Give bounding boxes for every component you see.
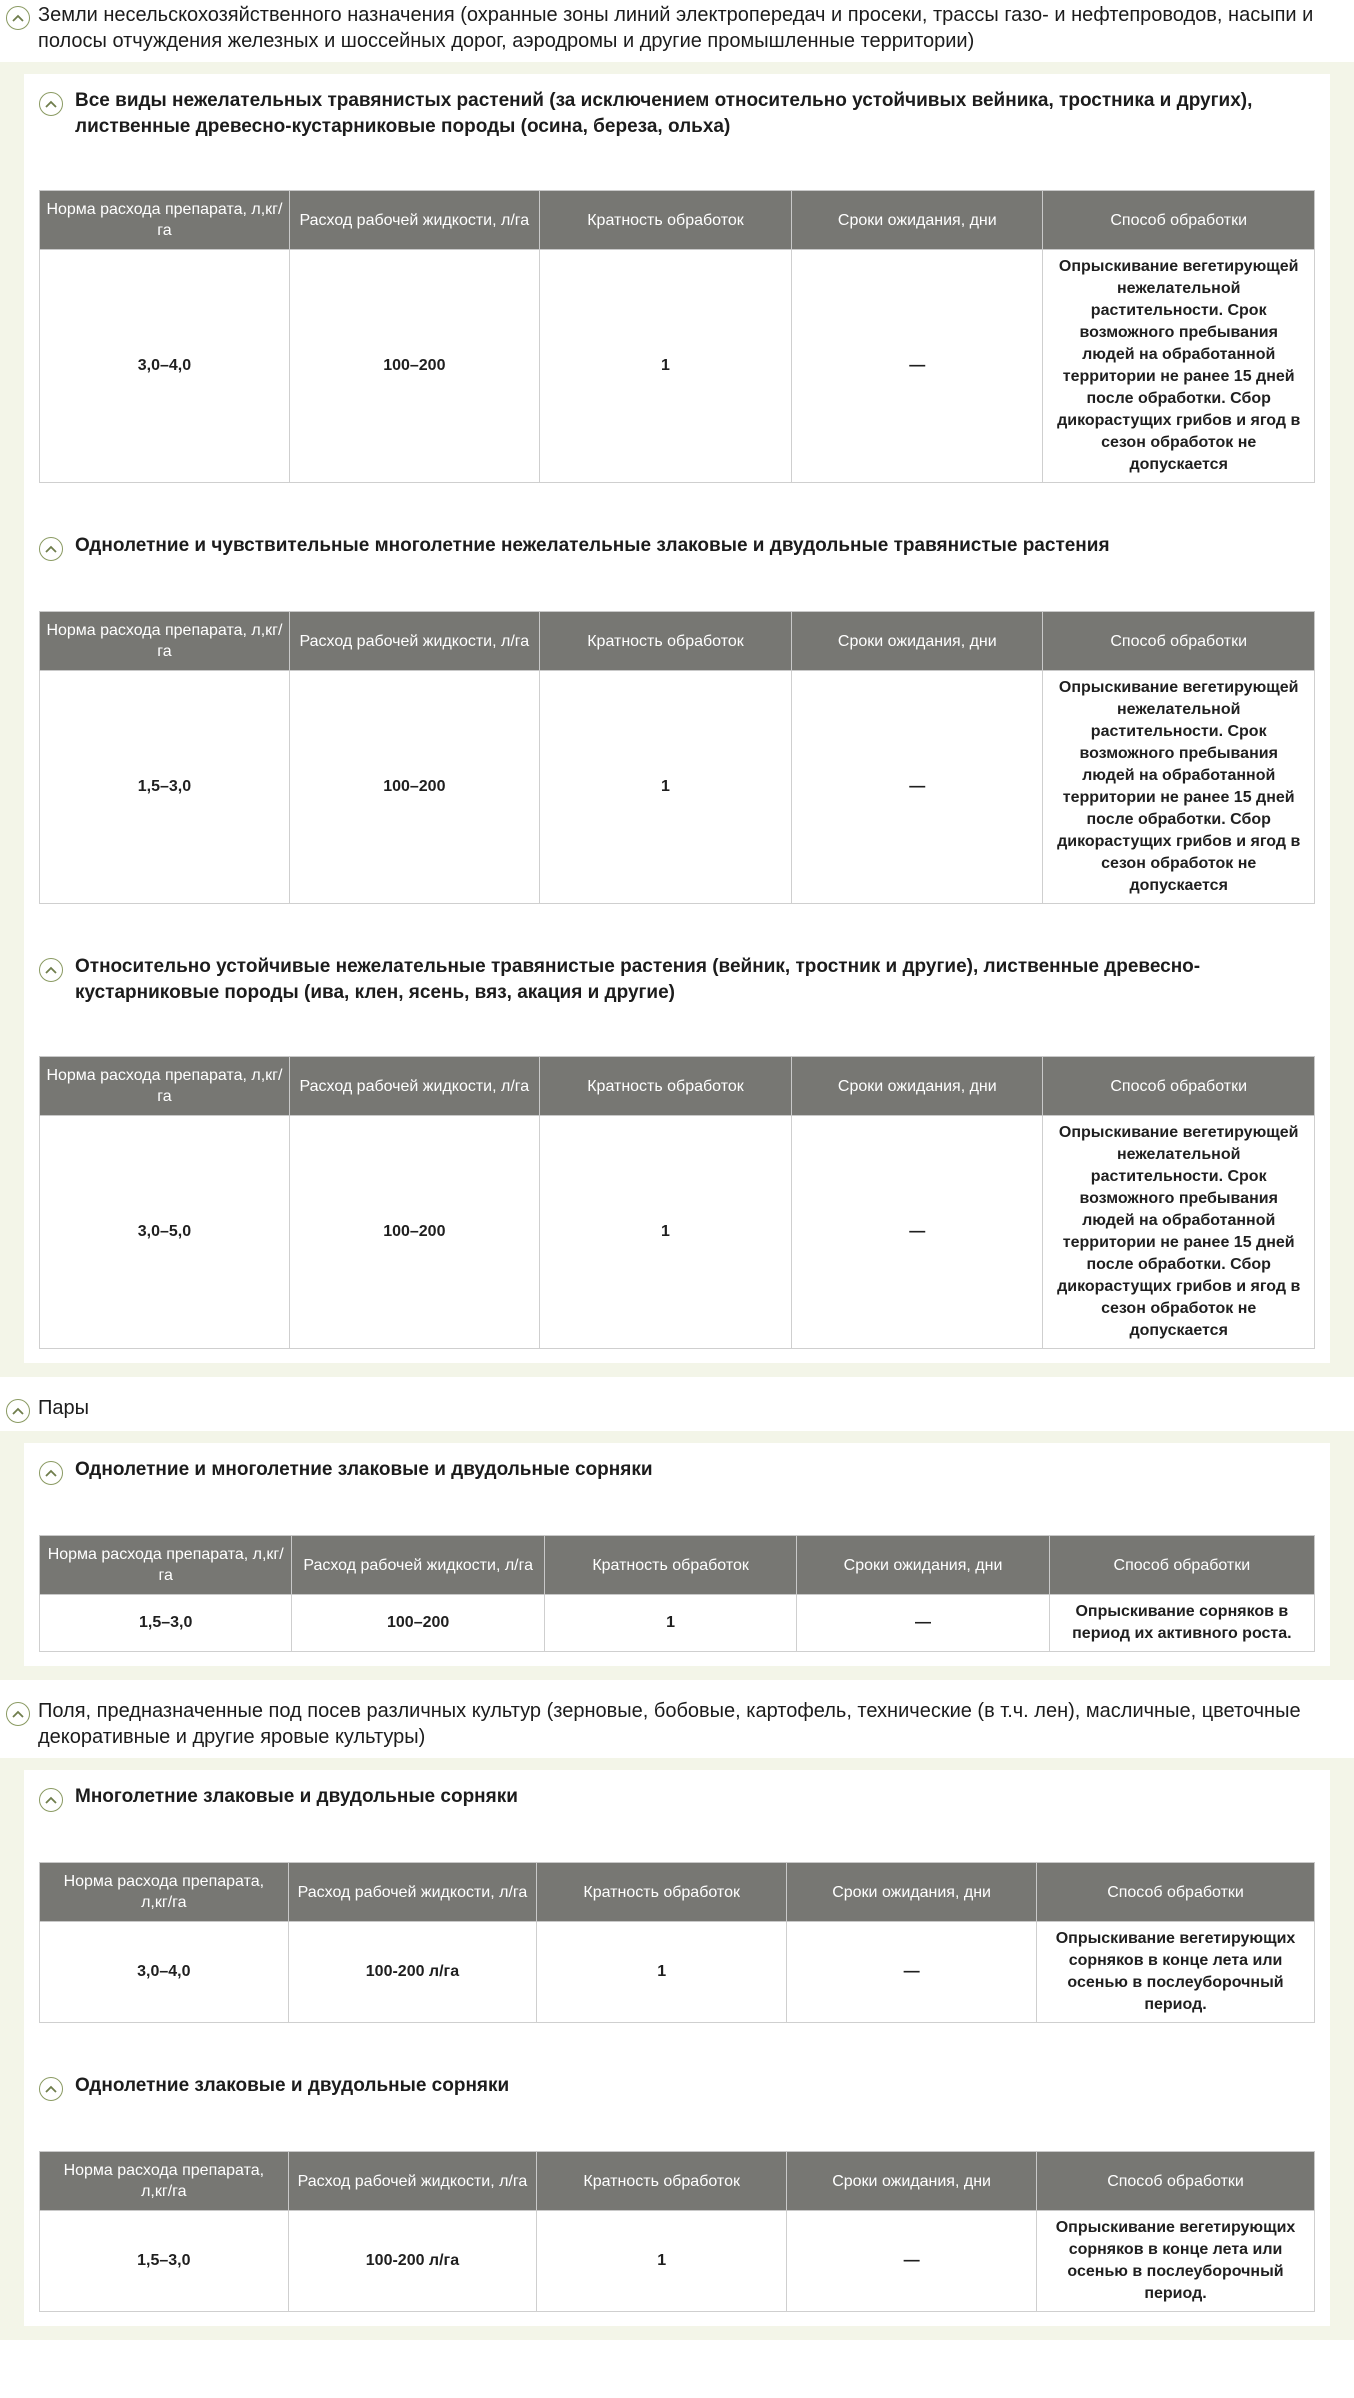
subsection-title: Однолетние и многолетние злаковые и двудольные сорняки <box>75 1459 653 1480</box>
column-header: Норма расхода препарата, л,кг/га <box>40 1863 289 1922</box>
chevron-up-icon[interactable] <box>39 2077 63 2101</box>
table-cell: 3,0–5,0 <box>40 1116 290 1349</box>
table-cell: 100–200 <box>292 1595 544 1652</box>
section-title: Пары <box>38 1397 89 1419</box>
table-cell: 1 <box>539 250 791 483</box>
subsection-container <box>24 1443 1330 1666</box>
section-panel <box>0 1431 1354 1680</box>
table-row <box>40 1922 1315 2023</box>
column-header: Сроки ожидания, дни <box>797 1536 1049 1595</box>
table-cell: — <box>797 1595 1049 1652</box>
table-cell: 3,0–4,0 <box>40 250 290 483</box>
table-cell: 1,5–3,0 <box>40 1595 292 1652</box>
section-header[interactable] <box>0 1395 1354 1423</box>
subsection-container <box>24 74 1330 1363</box>
table-row <box>40 1595 1315 1652</box>
column-header: Расход рабочей жидкости, л/га <box>289 191 539 250</box>
dosage-table <box>39 1862 1315 2023</box>
column-header: Способ обработки <box>1037 1863 1315 1922</box>
subsection-title: Относительно устойчивые нежелательные травянистые растения (вейник, тростник и другие), лиственные древесно-кустарниковые породы (ива, клен, ясень, вяз, акация и другие) <box>75 956 1201 1003</box>
table-cell: Опрыскивание сорняков в период их активного роста. <box>1049 1595 1314 1652</box>
table-cell: 1 <box>544 1595 796 1652</box>
chevron-up-icon[interactable] <box>39 1788 63 1812</box>
chevron-up-icon[interactable] <box>6 6 30 30</box>
dosage-table <box>39 2151 1315 2312</box>
table-cell: Опрыскивание вегетирующей нежелательной растительности. Срок возможного пребывания людей на обработанной территории не ранее 15 дней после обработки. Сбор дикорастущих грибов и ягод в сезон обработок не допускается <box>1043 671 1315 904</box>
section-panel <box>0 1758 1354 2340</box>
table-row <box>40 671 1315 904</box>
table-cell: 100-200 л/га <box>288 2211 537 2312</box>
chevron-up-icon[interactable] <box>6 1702 30 1726</box>
subsection-header[interactable] <box>39 2073 1315 2101</box>
table-row <box>40 2211 1315 2312</box>
table-row <box>40 1116 1315 1349</box>
table-header-row <box>40 1057 1315 1116</box>
table-header-row <box>40 1536 1315 1595</box>
chevron-up-icon[interactable] <box>39 1461 63 1485</box>
dosage-table <box>39 190 1315 483</box>
table-cell: Опрыскивание вегетирующих сорняков в конце лета или осенью в послеуборочный период. <box>1037 1922 1315 2023</box>
section-header[interactable] <box>0 1698 1354 1750</box>
table-cell: — <box>792 671 1043 904</box>
table-cell: 1,5–3,0 <box>40 2211 289 2312</box>
section-header[interactable] <box>0 2 1354 54</box>
table-row <box>40 250 1315 483</box>
column-header: Кратность обработок <box>544 1536 796 1595</box>
column-header: Кратность обработок <box>539 612 791 671</box>
column-header: Кратность обработок <box>537 2152 787 2211</box>
column-header: Норма расхода препарата, л,кг/га <box>40 2152 289 2211</box>
column-header: Норма расхода препарата, л,кг/га <box>40 1536 292 1595</box>
column-header: Расход рабочей жидкости, л/га <box>292 1536 544 1595</box>
table-cell: 100–200 <box>289 671 539 904</box>
chevron-up-icon[interactable] <box>39 92 63 116</box>
column-header: Способ обработки <box>1043 1057 1315 1116</box>
subsection-header[interactable] <box>39 1784 1315 1812</box>
table-cell: Опрыскивание вегетирующей нежелательной растительности. Срок возможного пребывания людей на обработанной территории не ранее 15 дней после обработки. Сбор дикорастущих грибов и ягод в сезон обработок не допускается <box>1043 1116 1315 1349</box>
section-title: Земли несельскохозяйственного назначения (охранные зоны линий электропередач и просеки, трассы газо- и нефтепроводов, насыпи и полосы отчуждения железных и шоссейных дорог, аэродромы и другие промышленные территории) <box>38 4 1314 52</box>
subsection-title: Все виды нежелательных травянистых растений (за исключением относительно устойчивых вейника, тростника и других), лиственные древесно-кустарниковые породы (осина, береза, ольха) <box>75 90 1253 137</box>
dosage-table <box>39 1056 1315 1349</box>
table-cell: 1 <box>537 2211 787 2312</box>
column-header: Норма расхода препарата, л,кг/га <box>40 612 290 671</box>
table-cell: 100-200 л/га <box>288 1922 537 2023</box>
table-header-row <box>40 1863 1315 1922</box>
table-cell: 1,5–3,0 <box>40 671 290 904</box>
column-header: Способ обработки <box>1043 612 1315 671</box>
column-header: Способ обработки <box>1037 2152 1315 2211</box>
column-header: Норма расхода препарата, л,кг/га <box>40 191 290 250</box>
table-cell: — <box>787 1922 1037 2023</box>
table-cell: 1 <box>539 1116 791 1349</box>
subsection-header[interactable] <box>39 88 1315 140</box>
column-header: Сроки ожидания, дни <box>792 1057 1043 1116</box>
table-header-row <box>40 612 1315 671</box>
table-cell: Опрыскивание вегетирующих сорняков в конце лета или осенью в послеуборочный период. <box>1037 2211 1315 2312</box>
chevron-up-icon[interactable] <box>39 537 63 561</box>
table-cell: — <box>787 2211 1037 2312</box>
table-cell: 1 <box>539 671 791 904</box>
table-cell: 100–200 <box>289 250 539 483</box>
chevron-up-icon[interactable] <box>39 958 63 982</box>
subsection-container <box>24 1770 1330 2326</box>
column-header: Кратность обработок <box>537 1863 787 1922</box>
table-cell: — <box>792 250 1043 483</box>
table-cell: 100–200 <box>289 1116 539 1349</box>
column-header: Кратность обработок <box>539 191 791 250</box>
dosage-table <box>39 1535 1315 1652</box>
column-header: Расход рабочей жидкости, л/га <box>288 2152 537 2211</box>
table-header-row <box>40 191 1315 250</box>
column-header: Норма расхода препарата, л,кг/га <box>40 1057 290 1116</box>
column-header: Расход рабочей жидкости, л/га <box>289 612 539 671</box>
table-cell: 3,0–4,0 <box>40 1922 289 2023</box>
column-header: Сроки ожидания, дни <box>787 2152 1037 2211</box>
column-header: Способ обработки <box>1043 191 1315 250</box>
column-header: Способ обработки <box>1049 1536 1314 1595</box>
subsection-header[interactable] <box>39 533 1315 561</box>
table-header-row <box>40 2152 1315 2211</box>
column-header: Сроки ожидания, дни <box>787 1863 1037 1922</box>
dosage-table <box>39 611 1315 904</box>
subsection-title: Однолетние злаковые и двудольные сорняки <box>75 2075 510 2096</box>
table-cell: 1 <box>537 1922 787 2023</box>
column-header: Сроки ожидания, дни <box>792 612 1043 671</box>
page <box>0 2 1354 2340</box>
column-header: Сроки ожидания, дни <box>792 191 1043 250</box>
column-header: Кратность обработок <box>539 1057 791 1116</box>
column-header: Расход рабочей жидкости, л/га <box>288 1863 537 1922</box>
chevron-up-icon[interactable] <box>6 1399 30 1423</box>
table-cell: Опрыскивание вегетирующей нежелательной растительности. Срок возможного пребывания людей на обработанной территории не ранее 15 дней после обработки. Сбор дикорастущих грибов и ягод в сезон обработок не допускается <box>1043 250 1315 483</box>
subsection-title: Однолетние и чувствительные многолетние нежелательные злаковые и двудольные травянистые растения <box>75 535 1110 556</box>
column-header: Расход рабочей жидкости, л/га <box>289 1057 539 1116</box>
subsection-header[interactable] <box>39 954 1315 1006</box>
subsection-title: Многолетние злаковые и двудольные сорняки <box>75 1786 518 1807</box>
subsection-header[interactable] <box>39 1457 1315 1485</box>
section-title: Поля, предназначенные под посев различных культур (зерновые, бобовые, картофель, технические (в т.ч. лен), масличные, цветочные декоративные и другие яровые культуры) <box>38 1700 1301 1748</box>
table-cell: — <box>792 1116 1043 1349</box>
section-panel <box>0 62 1354 1377</box>
